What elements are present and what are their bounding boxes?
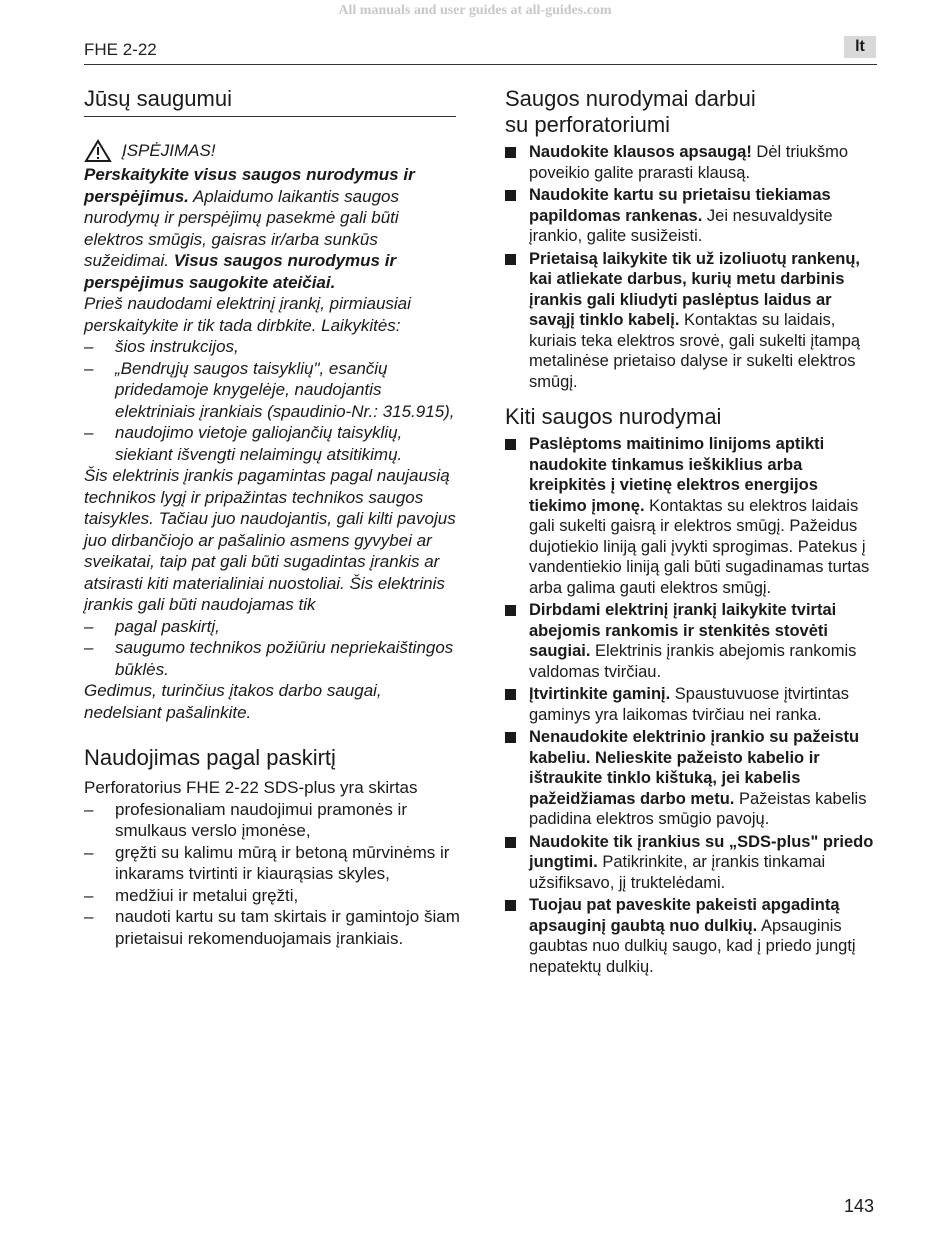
list-item [505,600,880,682]
list-item: – medžiui ir metalui gręžti, [84,885,460,907]
other-safety-list [505,434,880,977]
item-bold: Paslėptoms maitinimo linijoms aptikti naudokite tinkamus ieškiklius arba kreipkitės į vietinę elektros energijos tiekimo įmonę. [529,435,825,515]
list-item: – gręžti su kalimu mūrą ir betoną mūrvinėms ir inkarams tvirtinti ir kiaurąsias skyles, [84,842,460,885]
faults-paragraph: Gedimus, turinčius įtakos darbo saugai, nedelsiant pašalinkite. [84,681,382,722]
section-title-other-safety: Kiti saugos nurodymai [505,404,722,429]
warning-text-2: Prieš naudodami elektrinį įrankį, pirmiausiai perskaitykite ir tik tada dirbkite. Laikykitės: [84,294,411,335]
model-label: FHE 2-22 [84,40,157,59]
item-text: Spaustuvuose įtvirtintas gaminys yra laikomas tvirčiau nei ranka. [529,685,850,724]
section-title-drill-safety-1: Saugos nurodymai darbui [505,86,756,111]
item-text: Pažeistas kabelis padidina elektros smūgio pavojų. [529,789,867,828]
list-item: – profesionaliam naudojimui pramonės ir smulkaus verslo įmonėse, [84,799,460,842]
item-bold: Naudokite klausos apsaugą! [529,143,752,161]
page-number: 143 [844,1196,875,1216]
observe-list [84,336,460,465]
left-column [84,86,460,949]
usage-list [84,799,460,950]
item-bold: Dirbdami elektrinį įrankį laikykite tvirtai abejomis rankomis ir stenkitės stovėti saugiai. [529,601,837,660]
warning-bold-1: Perskaitykite visus saugos nurodymus ir perspėjimus. [84,165,415,206]
item-text: Kontaktas su elektros laidais gali sukelti gaisrą ir elektros smūgį. Pažeidus dujotiekio liniją gali įvykti sprogimas. Patekus į vandentiekio liniją gali būti sugadinamas turtas arba galima gauti elektros smūgį. [529,496,870,597]
list-item: – pagal paskirtį, [84,616,460,638]
list-item: – naudojimo vietoje galiojančių taisyklių, siekiant išvengti nelaimingų atsitikimų. [84,422,460,465]
item-bold: Prietaisą laikykite tik už izoliuotų rankenų, kai atliekate darbus, kurių metu darbinis įrankis gali kliudyti paslėptus laidus ar savąjį tinklo kabelį. [529,249,861,329]
warning-paragraph [84,164,460,293]
language-badge: lt [844,36,876,58]
section-title-usage: Naudojimas pagal paskirtį [84,745,336,770]
section-title-drill-safety-2: su perforatoriumi [505,112,671,137]
usage-intro: Perforatorius FHE 2-22 SDS-plus yra skirtas [84,778,418,797]
tool-info-paragraph: Šis elektrinis įrankis pagamintas pagal naujausią technikos lygį ir pripažintas technikos saugos taisykles. Tačiau juo naudojantis, gali kilti pavojus juo dirbančiojo ar pašalinio asmens gyvybei ar sveikatai, taip pat gali būti sugadintas įrankis ar atsirasti kiti materialiniai nuostoliai. Šis elektrinis įrankis gali būti naudojamas tik [84,466,456,614]
list-item [505,142,880,183]
list-item [505,727,880,830]
condition-list [84,616,460,681]
item-text: Elektrinis įrankis abejomis rankomis valdomas tvirčiau. [529,642,857,681]
list-item: – šios instrukcijos, [84,336,460,358]
item-text: Dėl triukšmo poveikio galite prarasti klausą. [529,143,849,182]
warning-text-1: Aplaidumo laikantis saugos nurodymų ir perspėjimų pasekmė gali būti elektros smūgis, gaisras ir/arba sunkūs sužeidimai. [84,186,399,270]
list-item [505,434,880,598]
list-item [505,249,880,393]
list-item: – naudoti kartu su tam skirtais ir gamintojo šiam prietaisui rekomenduojamais įrankiais. [84,906,460,949]
section-title-safety: Jūsų saugumui [84,86,456,117]
warning-heading [84,139,460,163]
watermark: All manuals and user guides at all-guides.com [338,3,612,18]
item-text: Patikrinkite, ar įrankis tinkamai užsifiksavo, jį truktelėdami. [529,853,826,892]
list-item [505,185,880,247]
right-column [505,86,880,979]
list-item [505,684,880,725]
item-bold: Naudokite tik įrankius su „SDS-plus" priedo jungtimi. [529,832,874,871]
list-item: – „Bendrųjų saugos taisyklių", esančių pridedamoje knygelėje, naudojantis elektriniais įrankiais (spaudinio-Nr.: 315.915), [84,358,460,423]
item-bold: Naudokite kartu su prietaisu tiekiamas papildomas rankenas. [529,186,831,225]
item-text: Kontaktas su laidais, kuriais teka elektros srovė, gali sukelti įtampą metalinėse prietaiso dalyse ir sukelti elektros smūgį. [529,311,861,391]
item-text: Apsauginis gaubtas nuo dulkių saugo, kad į priedo jungtį nepatektų dulkių. [529,916,856,976]
item-text: Jei nesuvaldysite įrankio, galite susižeisti. [529,206,833,245]
list-item [505,895,880,977]
drill-safety-list [505,142,880,392]
warning-label: ĮSPĖJIMAS! [122,141,216,160]
item-bold: Įtvirtinkite gaminį. [529,685,671,703]
item-bold: Tuojau pat paveskite pakeisti apgadintą apsauginį gaubtą nuo dulkių. [529,896,840,935]
header-divider [84,64,877,65]
list-item: – saugumo technikos požiūriu nepriekaištingos būklės. [84,637,460,680]
list-item [505,832,880,894]
warning-bold-2: Visus saugos nurodymus ir perspėjimus saugokite ateičiai. [84,251,397,292]
item-bold: Nenaudokite elektrinio įrankio su pažeistu kabeliu. Nelieskite pažeisto kabelio ir ištraukite tinklo kištuką, jei kabelis pažeidžiamas darbo metu. [529,728,860,808]
warning-triangle-icon [84,139,112,163]
